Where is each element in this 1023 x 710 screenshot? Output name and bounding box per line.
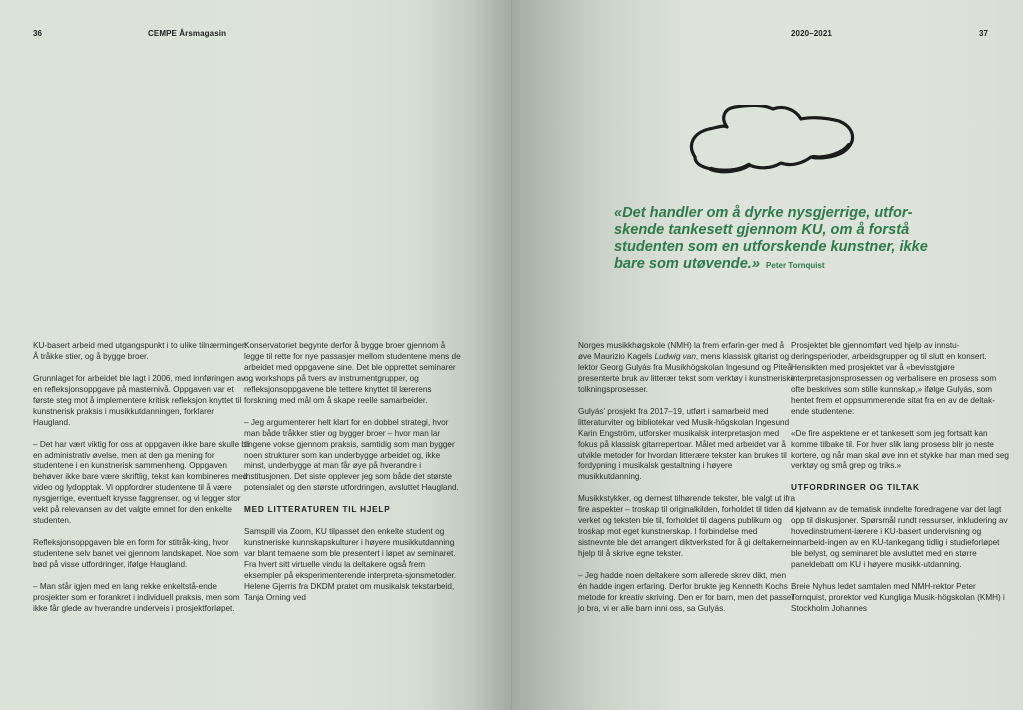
section-heading: MED LITTERATUREN TIL HJELP [244,505,391,515]
right-column-2 [791,341,1009,626]
page-number-right: 37 [979,29,989,38]
paragraph [578,341,796,396]
paragraph: I kjølvann av de tematisk inndelte foredragene var det lagt opp til diskusjoner. Spørsmål rundt ressurser, inkludering av hovedinstrument-lærere i KU-basert undervisning og innarbeid-ingen av en KU-tankegang tidlig i studieforløpet ble belyst, og seminaret ble avsluttet med en større paneldebatt om KU i høyere musikk-utdanning. [791,505,1008,570]
paragraph: Samspill via Zoom, KU tilpasset den enkelte student og kunstneriske kunnskapskulturer i høyere musikkutdanning var blant temaene som ble presentert i løpet av seminaret. Fra hvert sitt virtuelle vindu la deltakere også frem eksempler på eksperimenterende interpreta-sjonsmetoder. Helene Gjerris fra DKDM pratet om musikalsk tekstarbeid, Tanja Orning ved [244,527,457,602]
cloud-drawing-icon [683,105,859,195]
paragraph: Konservatoriet begynte derfor å bygge broer gjennom å legge til rette for nye passasjer mellom studentene mens de arbeidet med oppgavene sine. Det ble opprettet seminarer og workshops på tvers av instrumentgrupper, og refleksjonsoppgavene ble tettere knyttet til lærerens forskning med mål om å skape reelle samarbeider. [244,341,461,405]
pull-quote-text: «Det handler om å dyrke nysgjerrige, utfor-skende tankesett gjennom KU, om å forstå studenten som en utforskende kunstner, ikke bare som utøvende.» [614,205,928,272]
paragraph: Musikkstykker, og dernest tilhørende tekster, ble valgt ut ifra fire aspekter – troskap til originalkilden, forholdet til tiden da verket og teksten ble til, forholdet til dagens publikum og troskap mot eget kunstnerskap. I forbindelse med sistnevnte ble det arrangert diktverksted for å gi deltakerne hjelp til å skrive egne tekster. [578,494,796,559]
paragraph: – Det har vært viktig for oss at oppgaven ikke bare skulle bli en administrativ øvelse, men at den ga mening for studentene i en kunstnerisk sammenheng. Oppgaven behøver ikke bare være skriftlig, tekst kan kombineres med video og lydopptak. Vi oppfordrer studentene til å være nysgjerrige, eventuelt krysse faggrenser, og vi legger stor vekt på relevansen av det valgte emnet for den enkelte studenten. [33,439,250,526]
paragraph: – Man står igjen med en lang rekke enkeltstå-ende prosjekter som er forankret i individuell praksis, men som ikke får glede av hverandre underveis i prosjektforløpet. [33,581,240,613]
pull-quote-attribution: Peter Tornquist [766,261,825,270]
text-run: Norges musikkhøgskole (NMH) la frem erfarin-ger med å øve Maurizio Kagels [578,341,785,361]
paragraph: Grunnlaget for arbeidet ble lagt i 2006, med innføringen av en refleksjonsoppgave på masternivå. Oppgaven var et første steg mot å implementere kritisk refleksjon knyttet til kunstnerisk praksis i musikkutdanningen, forklarer Haugland. [33,373,246,427]
right-column-1 [578,341,796,626]
text-run: , mens klassisk gitarist og lektor Georg Gulyás fra Musikhögskolan Ingesund og Piteå presenterte bruk av litterær tekst som verktøy i kunstneriske tolkningsprosesser. [578,351,796,394]
work-title: Ludwig van [654,351,696,361]
paragraph: Breie Nyhus ledet samtalen med NMH-rektor Peter Tornquist, prorektor ved Kungliga Musik-högskolan (KMH) i Stockholm Johannes [791,581,1005,613]
paragraph: Prosjektet ble gjennomført ved hjelp av innstu-deringsperioder, arbeidsgrupper og til slutt en konsert. Hensikten med prosjektet var å «bevisstgjøre interpretasjonsprosessen og verbalisere en prosess som ofte beskrives som stille kunnskap,» ifølge Gulyás, som hentet frem et oppsummerende sitat fra en av de deltak-ende studentene: [791,341,997,416]
running-title-right: 2020–2021 [791,29,832,38]
section-heading: UTFORDRINGER OG TILTAK [791,483,920,493]
paragraph: «De fire aspektene er et tankesett som jeg fortsatt kan komme tilbake til. For hver slik lang prosess blir jo neste kortere, og når man skal øve inn et stykke har man med seg verktøy og små grep og triks.» [791,428,1009,471]
page-number-left: 36 [33,29,43,38]
paragraph: Refleksjonsoppgaven ble en form for stitråk-king, hvor studentene selv banet vei gjennom landskapet. Noe som bød på visse utfordringer, ifølge Haugland. [33,538,239,570]
paragraph: – Jeg hadde noen deltakere som allerede skrev dikt, men én hadde ingen erfaring. Derfor brukte jeg Kenneth Kochs metode for kreativ skriving. Den er for barn, men det passer jo bra, vi er alle barn inni oss, sa Gulyás. [578,570,795,613]
paragraph: Gulyás’ prosjekt fra 2017–19, utført i samarbeid med litteraturviter og bibliotekar ved Musik-högskolan Ingesund Karin Engström, utforsker musikalsk interpretasjon med fokus på klassisk gitarrepertoar. Målet med arbeidet var å utvikle metoder for hvordan litterære tekster kan brukes til fordypning i musikalsk gestaltning i høyere musikkutdanning. [578,406,790,482]
paragraph: – Jeg argumenterer helt klart for en dobbel strategi, hvor man både tråkker stier og bygger broer – hvor man lar tingene vokse gjennom praksis, samtidig som man bygger noen strukturer som kan underbygge arbeidet og, ikke minst, underbygge at man får øye på hverandre i institusjonen. Det siste opplever jeg som både det største potensialet og den største utfordringen, avsluttet Haugland. [244,417,459,493]
left-column-2 [244,341,462,615]
left-column-1 [33,341,251,626]
running-title-left: CEMPE Årsmagasin [148,29,227,38]
left-page [0,0,511,710]
pull-quote [614,205,934,274]
paragraph: KU-basert arbeid med utgangspunkt i to ulike tilnærminger: Å tråkke stier, og å bygge broer. [33,341,247,361]
